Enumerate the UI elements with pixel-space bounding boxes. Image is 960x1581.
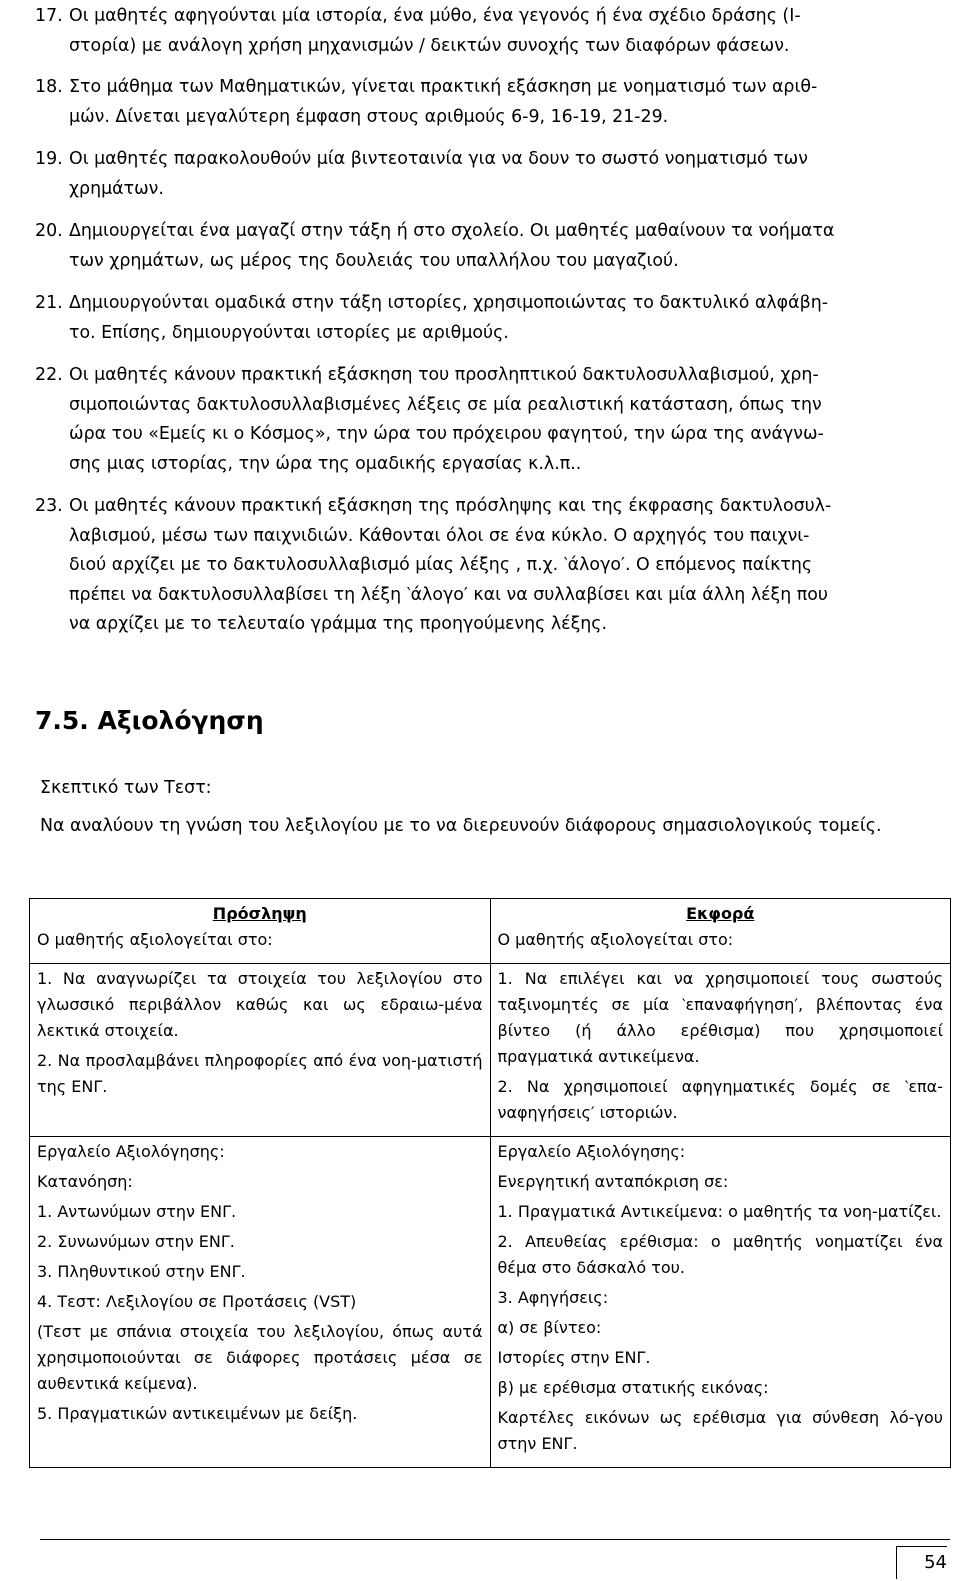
item-line: μών. Δίνεται μεγαλύτερη έμφαση στους αριθμούς 6-9, 16-19, 21-29. xyxy=(69,106,669,127)
item-line: πρέπει να δακτυλοσυλλαβίσει τη λέξη ‵άλογο′ και να συλλαβίσει και μία άλλη λέξη που xyxy=(69,584,828,605)
item-text xyxy=(69,492,950,640)
item-number: 17. xyxy=(35,6,63,26)
numbered-list xyxy=(35,2,950,653)
tool-text: 5. Πραγματικών αντικειμένων με δείξη. xyxy=(37,1404,358,1423)
cell-intro: Ο μαθητής αξιολογείται στο: xyxy=(37,930,273,949)
item-line: το. Επίσης, δημιουργούνται ιστορίες με αριθμούς. xyxy=(69,322,509,343)
item-text xyxy=(69,289,950,348)
tool-text: (Τεστ με σπάνια στοιχεία του λεξιλογίου, όπως αυτά χρησιμοποιούνται σε διάφορες προτάσεις μέσα σε αυθεντικά κείμενα). xyxy=(37,1322,483,1393)
item-line: λαβισμού, μέσω των παιχνιδιών. Κάθονται όλοι σε ένα κύκλο. Ο αρχηγός του παιχνι- xyxy=(69,525,810,546)
item-line: Στο μάθημα των Μαθηματικών, γίνεται πρακτική εξάσκηση με νοηματισμό των αριθ- xyxy=(69,77,818,97)
tool-text: β) με ερέθισμα στατικής εικόνας: xyxy=(497,1378,769,1397)
item-number: 23. xyxy=(35,496,63,516)
list-item xyxy=(35,289,950,348)
item-text xyxy=(69,73,950,132)
item-number: 18. xyxy=(35,77,63,97)
goal-text: 2. Να προσλαμβάνει πληροφορίες από ένα νοη-ματιστή της ΕΝΓ. xyxy=(37,1051,483,1096)
table-row xyxy=(30,1137,951,1468)
list-item xyxy=(35,492,950,640)
page-number: 54 xyxy=(896,1546,947,1579)
tool-text: 2. Απευθείας ερέθισμα: ο μαθητής νοηματίζει ένα θέμα στο δάσκαλό του. xyxy=(497,1232,943,1277)
tool-text: Κατανόηση: xyxy=(37,1172,133,1191)
list-item xyxy=(35,73,950,132)
goal-text: 1. Να αναγνωρίζει τα στοιχεία του λεξιλογίου στο γλωσσικό περιβάλλον καθώς και ως εδραιω-μένα λεκτικά στοιχεία. xyxy=(37,969,483,1040)
footer-divider xyxy=(40,1539,950,1540)
tool-text: Ενεργητική ανταπόκριση σε: xyxy=(497,1172,729,1191)
goal-text: 2. Να χρησιμοποιεί αφηγηματικές δομές σε ‵επα-ναφηγήσεις′ ιστοριών. xyxy=(497,1077,943,1122)
table-cell xyxy=(30,899,491,964)
list-item xyxy=(35,361,950,479)
tool-text: 3. Πληθυντικού στην ΕΝΓ. xyxy=(37,1262,246,1281)
list-item xyxy=(35,145,950,204)
item-line: σης μιας ιστορίας, την ώρα της ομαδικής εργασίας κ.λ.π.. xyxy=(69,453,582,474)
item-line: χρημάτων. xyxy=(69,178,164,199)
item-number: 19. xyxy=(35,149,63,169)
table-cell xyxy=(490,1137,951,1468)
goal-text: 1. Να επιλέγει και να χρησιμοποιεί τους σωστούς ταξινομητές σε μία ‵επαναφήγηση′, βλέποντας ένα βίντεο (ή άλλο ερέθισμα) που χρησιμοποιεί πραγματικά αντικείμενα. xyxy=(497,969,943,1066)
item-text xyxy=(69,2,950,61)
column-title-expression: Εκφορά xyxy=(686,904,755,923)
item-text xyxy=(69,217,950,276)
item-line: Δημιουργείται ένα μαγαζί στην τάξη ή στο σχολείο. Οι μαθητές μαθαίνουν τα νοήματα xyxy=(69,221,835,241)
test-rationale-label: Σκεπτικό των Τεστ: xyxy=(40,778,212,798)
table-cell xyxy=(30,1137,491,1468)
item-line: των χρημάτων, ως μέρος της δουλειάς του υπαλλήλου του μαγαζιού. xyxy=(69,250,679,271)
column-title-reception: Πρόσληψη xyxy=(212,904,307,923)
item-line: Οι μαθητές αφηγούνται μία ιστορία, ένα μύθο, ένα γεγονός ή ένα σχέδιο δράσης (Ι- xyxy=(69,6,801,26)
tool-text: 4. Τεστ: Λεξιλογίου σε Προτάσεις (VST) xyxy=(37,1292,357,1311)
item-number: 22. xyxy=(35,365,63,385)
table-row xyxy=(30,964,951,1137)
tool-text: 1. Πραγματικά Αντικείμενα: ο μαθητής τα νοη-ματίζει. xyxy=(497,1202,942,1221)
table-cell xyxy=(490,964,951,1137)
list-item xyxy=(35,2,950,61)
tool-text: Εργαλείο Αξιολόγησης: xyxy=(497,1142,686,1161)
item-line: Οι μαθητές κάνουν πρακτική εξάσκηση του προσληπτικού δακτυλοσυλλαβισμού, χρη- xyxy=(69,365,819,385)
item-number: 20. xyxy=(35,221,63,241)
table-cell xyxy=(490,899,951,964)
cell-intro: Ο μαθητής αξιολογείται στο: xyxy=(497,930,734,949)
item-line: σιμοποιώντας δακτυλοσυλλαβισμένες λέξεις σε μία ρεαλιστική κατάσταση, όπως την xyxy=(69,394,822,415)
tool-text: 1. Αντωνύμων στην ΕΝΓ. xyxy=(37,1202,237,1221)
item-text xyxy=(69,145,950,204)
item-number: 21. xyxy=(35,293,63,313)
item-line: Οι μαθητές κάνουν πρακτική εξάσκηση της πρόσληψης και της έκφρασης δακτυλοσυλ- xyxy=(69,496,832,516)
section-heading: 7.5. Αξιολόγηση xyxy=(35,706,264,735)
assessment-table xyxy=(29,898,951,1468)
item-line: ώρα του «Εμείς κι ο Κόσμος», την ώρα του πρόχειρου φαγητού, την ώρα της ανάγνω- xyxy=(69,424,824,444)
item-line: διού αρχίζει με το δακτυλοσυλλαβισμό μίας λέξης , π.χ. ‵άλογο′. Ο επόμενος παίκτης xyxy=(69,555,813,575)
item-line: στορία) με ανάλογη χρήση μηχανισμών / δεικτών συνοχής των διαφόρων φάσεων. xyxy=(69,35,790,56)
test-rationale-text: Να αναλύουν τη γνώση του λεξιλογίου με το να διερευνούν διάφορους σημασιολογικούς τομείς. xyxy=(40,816,882,836)
item-line: Οι μαθητές παρακολουθούν μία βιντεοταινία για να δουν το σωστό νοηματισμό των xyxy=(69,149,808,169)
list-item xyxy=(35,217,950,276)
tool-text: 2. Συνωνύμων στην ΕΝΓ. xyxy=(37,1232,235,1251)
table-cell xyxy=(30,964,491,1137)
tool-text: Εργαλείο Αξιολόγησης: xyxy=(37,1142,225,1161)
item-line: Δημιουργούνται ομαδικά στην τάξη ιστορίες, χρησιμοποιώντας το δακτυλικό αλφάβη- xyxy=(69,293,828,313)
item-text xyxy=(69,361,950,479)
tool-text: Ιστορίες στην ΕΝΓ. xyxy=(497,1348,651,1367)
item-line: να αρχίζει με το τελευταίο γράμμα της προηγούμενης λέξης. xyxy=(69,614,608,634)
tool-text: 3. Αφηγήσεις: xyxy=(497,1288,609,1307)
table-header-row xyxy=(30,899,951,964)
tool-text: Καρτέλες εικόνων ως ερέθισμα για σύνθεση λό-γου στην ΕΝΓ. xyxy=(497,1408,943,1453)
tool-text: α) σε βίντεο: xyxy=(497,1318,602,1337)
